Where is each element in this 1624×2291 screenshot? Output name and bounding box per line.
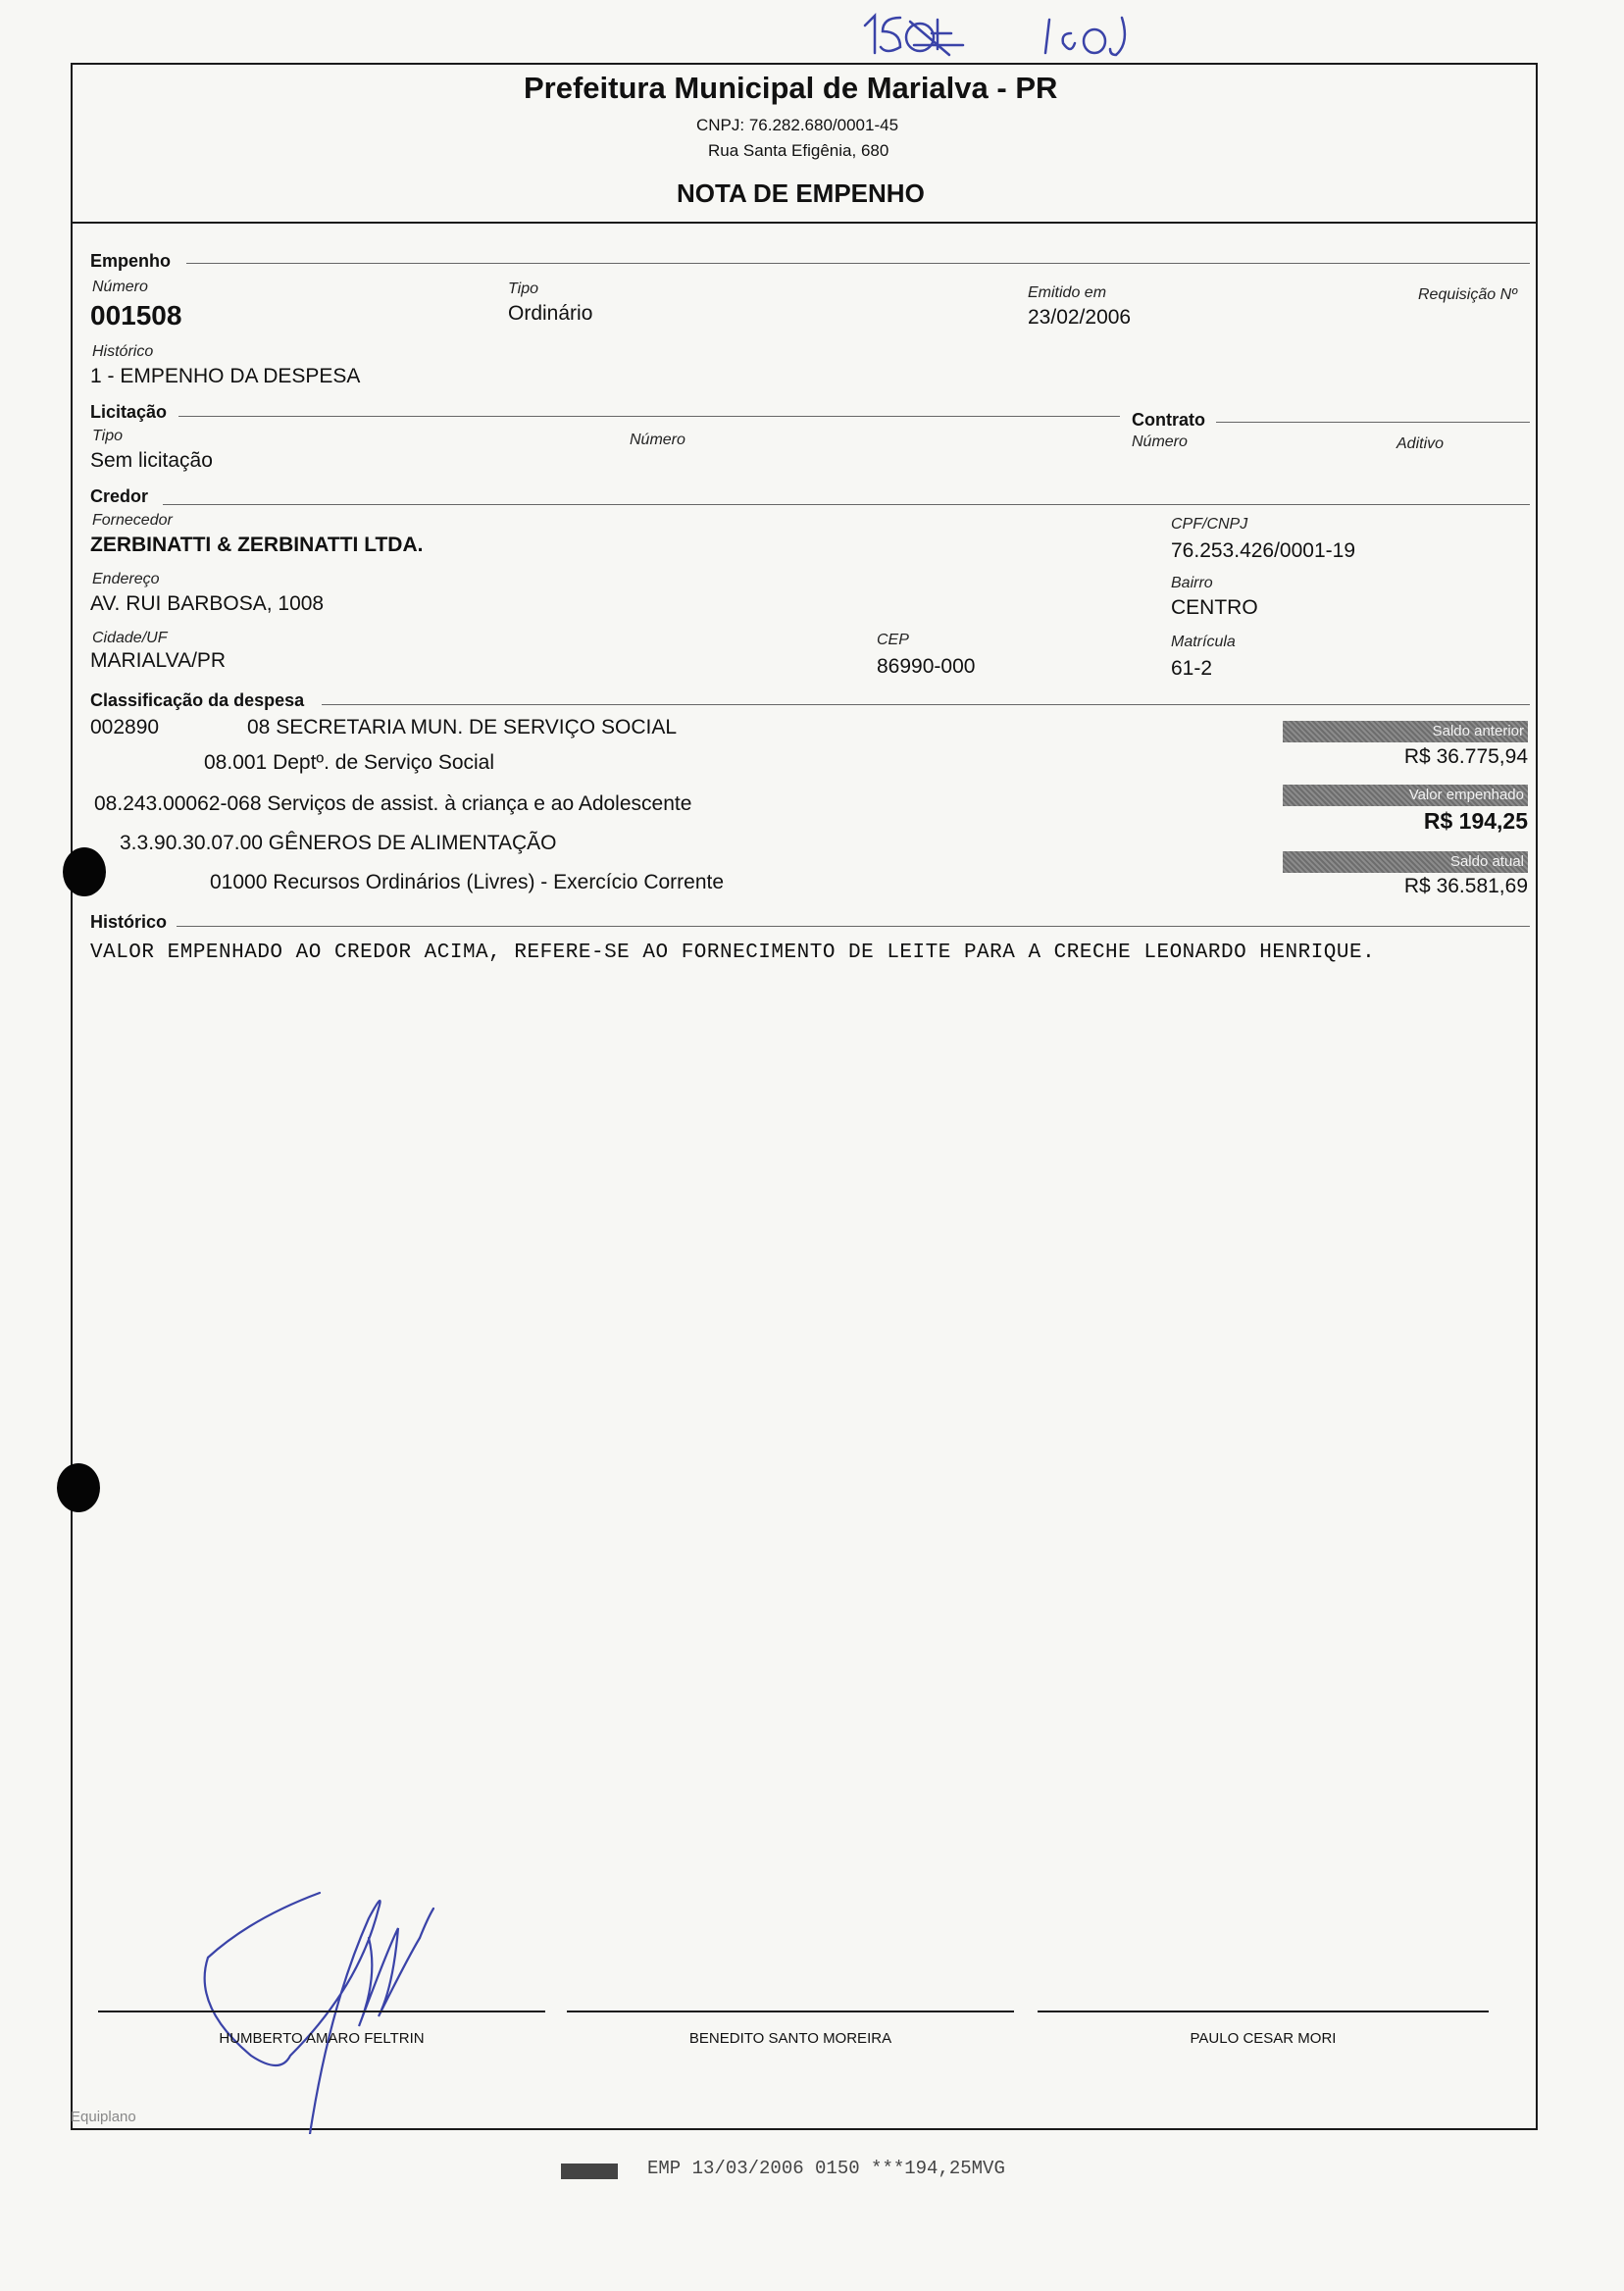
endereco-value: AV. RUI BARBOSA, 1008 (90, 592, 325, 615)
document-title: NOTA DE EMPENHO (677, 178, 925, 208)
historico-section-label: Histórico (90, 912, 168, 932)
classificacao-funcional: 08.243.00062-068 Serviços de assist. à criança e ao Adolescente (94, 792, 692, 815)
saldo-anterior-value: R$ 36.775,94 (1403, 745, 1528, 768)
municipality-address: Rua Santa Efigênia, 680 (708, 141, 889, 160)
contrato-section-label: Contrato (1132, 410, 1205, 430)
empenho-historico-label: Histórico (92, 343, 154, 360)
licitacao-rule (178, 416, 1120, 417)
processing-stamp: EMP 13/03/2006 0150 ***194,25MVG (647, 2158, 1005, 2179)
processing-stamp-logo (561, 2164, 618, 2179)
valor-empenhado-label: Valor empenhado (1283, 785, 1528, 806)
signature-line (567, 2011, 1014, 2012)
equiplano-brand: Equiplano (71, 2109, 136, 2125)
classificacao-recurso: 01000 Recursos Ordinários (Livres) - Exercício Corrente (210, 871, 725, 893)
header-divider (71, 222, 1538, 224)
cep-label: CEP (877, 632, 909, 648)
cpf-cnpj-label: CPF/CNPJ (1171, 516, 1248, 533)
signature-line (1038, 2011, 1489, 2012)
signature-name-1: HUMBERTO AMARO FELTRIN (219, 2030, 425, 2047)
matricula-value: 61-2 (1171, 657, 1213, 680)
classificacao-section-label: Classificação da despesa (90, 690, 305, 710)
emitido-label: Emitido em (1028, 284, 1107, 301)
historico-rule (177, 926, 1530, 927)
fornecedor-label: Fornecedor (92, 512, 173, 529)
historico-text: VALOR EMPENHADO AO CREDOR ACIMA, REFERE-SE AO FORNECIMENTO DE LEITE PARA A CRECHE LEONARDO HENRIQUE. (90, 942, 1376, 964)
cpf-cnpj-value: 76.253.426/0001-19 (1171, 539, 1356, 562)
valor-empenhado-value: R$ 194,25 (1423, 808, 1528, 834)
licitacao-tipo: Sem licitação (90, 449, 213, 472)
classificacao-unidade: 08.001 Deptº. de Serviço Social (204, 751, 495, 774)
cidade-label: Cidade/UF (92, 630, 168, 646)
saldo-anterior-label: Saldo anterior (1283, 721, 1528, 742)
punch-hole (57, 1463, 100, 1512)
empenho-tipo-label: Tipo (508, 280, 538, 297)
classificacao-rule (322, 704, 1530, 705)
matricula-label: Matrícula (1171, 634, 1236, 650)
requisicao-label: Requisição Nº (1418, 286, 1517, 303)
signature-line (98, 2011, 545, 2012)
classificacao-orgao: 08 SECRETARIA MUN. DE SERVIÇO SOCIAL (247, 716, 678, 738)
classificacao-code: 002890 (90, 716, 160, 738)
licitacao-section-label: Licitação (90, 402, 168, 422)
saldo-atual-value: R$ 36.581,69 (1403, 875, 1528, 897)
saldo-atual-label: Saldo atual (1283, 851, 1528, 873)
empenho-tipo: Ordinário (508, 302, 593, 325)
contrato-rule (1216, 422, 1530, 423)
signature-name-3: PAULO CESAR MORI (1190, 2030, 1337, 2047)
licitacao-numero-label: Número (630, 432, 685, 448)
handwritten-signature (192, 1859, 486, 2134)
contrato-numero-label: Número (1132, 433, 1188, 450)
empenho-rule (186, 263, 1530, 264)
municipality-title: Prefeitura Municipal de Marialva - PR (524, 71, 1058, 105)
bairro-label: Bairro (1171, 575, 1213, 591)
empenho-numero-label: Número (92, 279, 148, 295)
endereco-label: Endereço (92, 571, 160, 587)
credor-section-label: Credor (90, 486, 149, 506)
empenho-historico: 1 - EMPENHO DA DESPESA (90, 365, 361, 387)
licitacao-tipo-label: Tipo (92, 428, 123, 444)
classificacao-elemento: 3.3.90.30.07.00 GÊNEROS DE ALIMENTAÇÃO (120, 832, 557, 854)
contrato-aditivo-label: Aditivo (1396, 435, 1445, 452)
empenho-section-label: Empenho (90, 251, 172, 271)
handwritten-number (853, 4, 1147, 61)
signature-name-2: BENEDITO SANTO MOREIRA (688, 2030, 892, 2047)
empenho-numero: 001508 (90, 300, 182, 331)
cidade-value: MARIALVA/PR (90, 649, 227, 672)
cep-value: 86990-000 (877, 655, 976, 678)
punch-hole (63, 847, 106, 896)
fornecedor-name: ZERBINATTI & ZERBINATTI LTDA. (90, 534, 424, 556)
bairro-value: CENTRO (1171, 596, 1258, 619)
emitido-date: 23/02/2006 (1028, 306, 1132, 329)
municipality-cnpj: CNPJ: 76.282.680/0001-45 (696, 116, 899, 134)
credor-rule (163, 504, 1530, 505)
